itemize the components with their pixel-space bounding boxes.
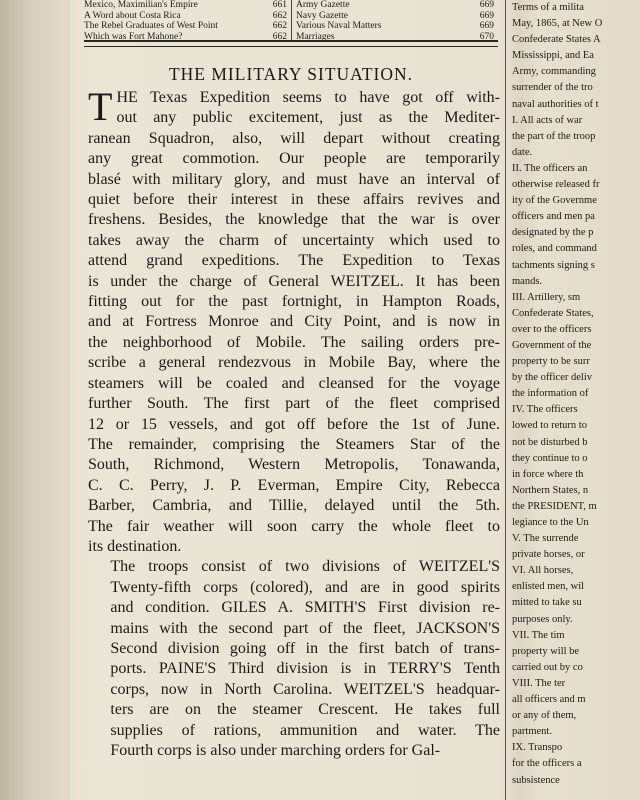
column-line: the PRESIDENT, m — [512, 500, 597, 512]
index-entry-page: 669 — [479, 21, 494, 31]
article-line: and condition. GILES A. SMITH'S First division re- — [110, 599, 500, 617]
article-line: freshens. Besides, the knowledge that the war is over — [88, 211, 500, 229]
column-line: VIII. The ter — [512, 677, 566, 689]
index-entry — [84, 0, 291, 11]
article-line: corps, now in North Carolina. WEITZEL'S headquar- — [110, 680, 500, 698]
index-row — [84, 21, 498, 32]
column-line: Northern States, n — [512, 484, 589, 496]
article-line: mains with the second part of the fleet, JACKSON'S — [110, 619, 500, 637]
article-line: supplies of rations, ammunition and water. The — [110, 721, 500, 739]
column-line: otherwise released fr — [512, 179, 600, 191]
index-row — [84, 0, 498, 11]
index-entry — [291, 21, 498, 32]
index-entry-page: 662 — [272, 31, 287, 42]
contents-index — [84, 0, 498, 42]
article-line: ports. PAINE'S Third division is in TERRY'S Tenth — [110, 660, 500, 678]
article-line: is under the charge of General WEITZEL. It has been — [88, 272, 500, 290]
article-body — [88, 84, 500, 761]
index-entry-title: A Word about Costa Rica — [84, 10, 181, 21]
article-line: C. C. Perry, J. P. Everman, Empire City, Rebecca — [88, 476, 500, 494]
column-line: the information of — [512, 388, 589, 400]
index-entry-page: 669 — [479, 0, 494, 10]
column-line: property to be surr — [512, 356, 590, 368]
column-line: Confederate States, — [512, 307, 594, 319]
column-line: Terms of a milita — [512, 2, 584, 13]
column-line: enlisted men, wil — [512, 581, 585, 593]
article-line: HE Texas Expedition seems to have got off with- — [116, 89, 500, 106]
column-line: Army, commanding — [512, 66, 596, 78]
article-line: Second division going off in the first batch of trans- — [110, 639, 500, 657]
index-entry-title: Navy Gazette — [296, 10, 348, 21]
column-line: the part of the troop — [512, 130, 596, 142]
index-entry-page: 669 — [479, 10, 494, 21]
column-line: in force where th — [512, 468, 584, 480]
column-line: or any of them, — [512, 710, 577, 722]
column-line: private horses, or — [512, 549, 585, 561]
article-line: scribe a general rendezvous in Mobile Bay, where the — [88, 354, 500, 372]
column-line: property will be — [512, 645, 580, 657]
column-line: May, 1865, at New O — [512, 18, 603, 30]
column-line: III. Artillery, sm — [512, 291, 581, 303]
column-rule — [505, 0, 506, 800]
index-row — [84, 11, 498, 22]
column-line: subsistence — [512, 774, 560, 786]
index-entry — [84, 21, 291, 32]
article-line: any great commotion. Our people are temporarily — [88, 150, 500, 168]
article-line: out any public excitement, just as the Mediter- — [116, 109, 500, 127]
column-line: tachments signing s — [512, 259, 595, 271]
column-line: all officers and m — [512, 694, 586, 706]
index-entry — [291, 11, 498, 22]
article-line: and at Fortress Monroe and City Point, and is now in — [88, 313, 500, 331]
index-entry-title: Marriages — [296, 31, 335, 42]
column-line: legiance to the Un — [512, 517, 589, 528]
article-paragraph-2 — [88, 557, 500, 761]
article-line: ters are on the steamer Crescent. He takes full — [110, 701, 500, 719]
column-line: II. The officers an — [512, 162, 588, 174]
article-line: The remainder, comprising the Steamers Star of the — [88, 435, 500, 453]
column-line: they continue to o — [512, 452, 588, 464]
binding-gutter — [0, 0, 70, 800]
column-line: over to the officers — [512, 323, 592, 335]
column-line: Confederate States A — [512, 34, 601, 46]
article-line: ranean Squadron, also, will depart without creating — [88, 129, 500, 147]
article-line: Twenty-fifth corps (colored), and are in good spirits — [110, 578, 500, 596]
column-line: by the officer deliv — [512, 372, 592, 384]
article-line: steamers will be coaled and cleansed for the voyage — [88, 374, 500, 392]
drop-cap: T — [88, 84, 113, 129]
index-entry-page: 662 — [272, 10, 287, 21]
section-divider — [84, 40, 498, 47]
index-entry-title: Various Naval Matters — [296, 21, 382, 31]
column-line: date. — [512, 146, 533, 158]
article-line: Barber, Cambria, and Tillie, delayed until the 5th. — [88, 497, 500, 515]
index-entry — [84, 11, 291, 22]
column-line: purposes only. — [512, 613, 573, 625]
index-entry-page: 662 — [272, 21, 287, 31]
column-line: surrender of the tro — [512, 82, 593, 94]
article-line: 12 or 15 vessels, and got off before the 1st of June. — [88, 415, 500, 433]
article-line: Fourth corps is also under marching orders for Gal- — [110, 742, 441, 759]
index-entry-title: Mexico, Maximilian's Empire — [84, 0, 198, 10]
article-title: THE MILITARY SITUATION. — [168, 64, 414, 84]
column-line: Mississippi, and Ea — [512, 50, 594, 62]
column-line: not be disturbed b — [512, 436, 588, 448]
article-line: takes away the charm of uncertainty which used to — [88, 231, 500, 249]
index-entry-title: Which was Fort Mahone? — [84, 31, 183, 42]
column-line: ity of the Governme — [512, 195, 597, 207]
column-line: VII. The tim — [512, 629, 565, 641]
column-line: officers and men pa — [512, 211, 595, 223]
column-line: Government of the — [512, 339, 592, 351]
article-line: The fair weather will soon carry the whole fleet to — [88, 517, 500, 535]
column-line: mitted to take su — [512, 597, 582, 609]
index-entry-title: The Rebel Graduates of West Point — [84, 21, 218, 31]
article-line: The troops consist of two divisions of WEITZEL'S — [110, 558, 500, 576]
article-line: quiet before their interest in these affairs revives and — [88, 191, 500, 209]
article-line: blasé with military glory, and must have an interval of — [88, 170, 500, 188]
article-line: the neighborhood of Mobile. The sailing orders pre- — [88, 333, 500, 351]
column-line: partment. — [512, 726, 552, 738]
adjacent-column — [512, 0, 640, 800]
column-line: IX. Transpo — [512, 742, 563, 754]
index-entry-title: Army Gazette — [296, 0, 350, 10]
article-line: South, Richmond, Western Metropolis, Tonawanda, — [88, 456, 500, 474]
article-paragraph-1 — [88, 84, 500, 557]
column-line: designated by the p — [512, 227, 594, 239]
column-line: V. The surrende — [512, 533, 579, 545]
column-line: for the officers a — [512, 758, 582, 770]
index-entry — [291, 0, 498, 11]
article-line: further South. The first part of the fleet comprised — [88, 395, 500, 413]
column-line: roles, and command — [512, 243, 597, 255]
column-line: IV. The officers — [512, 404, 578, 416]
column-line: VI. All horses, — [512, 565, 574, 577]
column-line: lowed to return to — [512, 420, 587, 432]
article-line: attend grand expeditions. The Expedition to Texas — [88, 252, 500, 270]
column-line: I. All acts of war — [512, 114, 583, 126]
index-entry-page: 670 — [479, 31, 494, 42]
index-entry-page: 661 — [272, 0, 287, 10]
column-line: mands. — [512, 275, 543, 287]
article-line: its destination. — [88, 537, 182, 555]
article-line: fitting out for the past fortnight, in Hampton Roads, — [88, 293, 500, 311]
column-line: naval authorities of t — [512, 98, 599, 110]
column-line: carried out by co — [512, 661, 583, 673]
